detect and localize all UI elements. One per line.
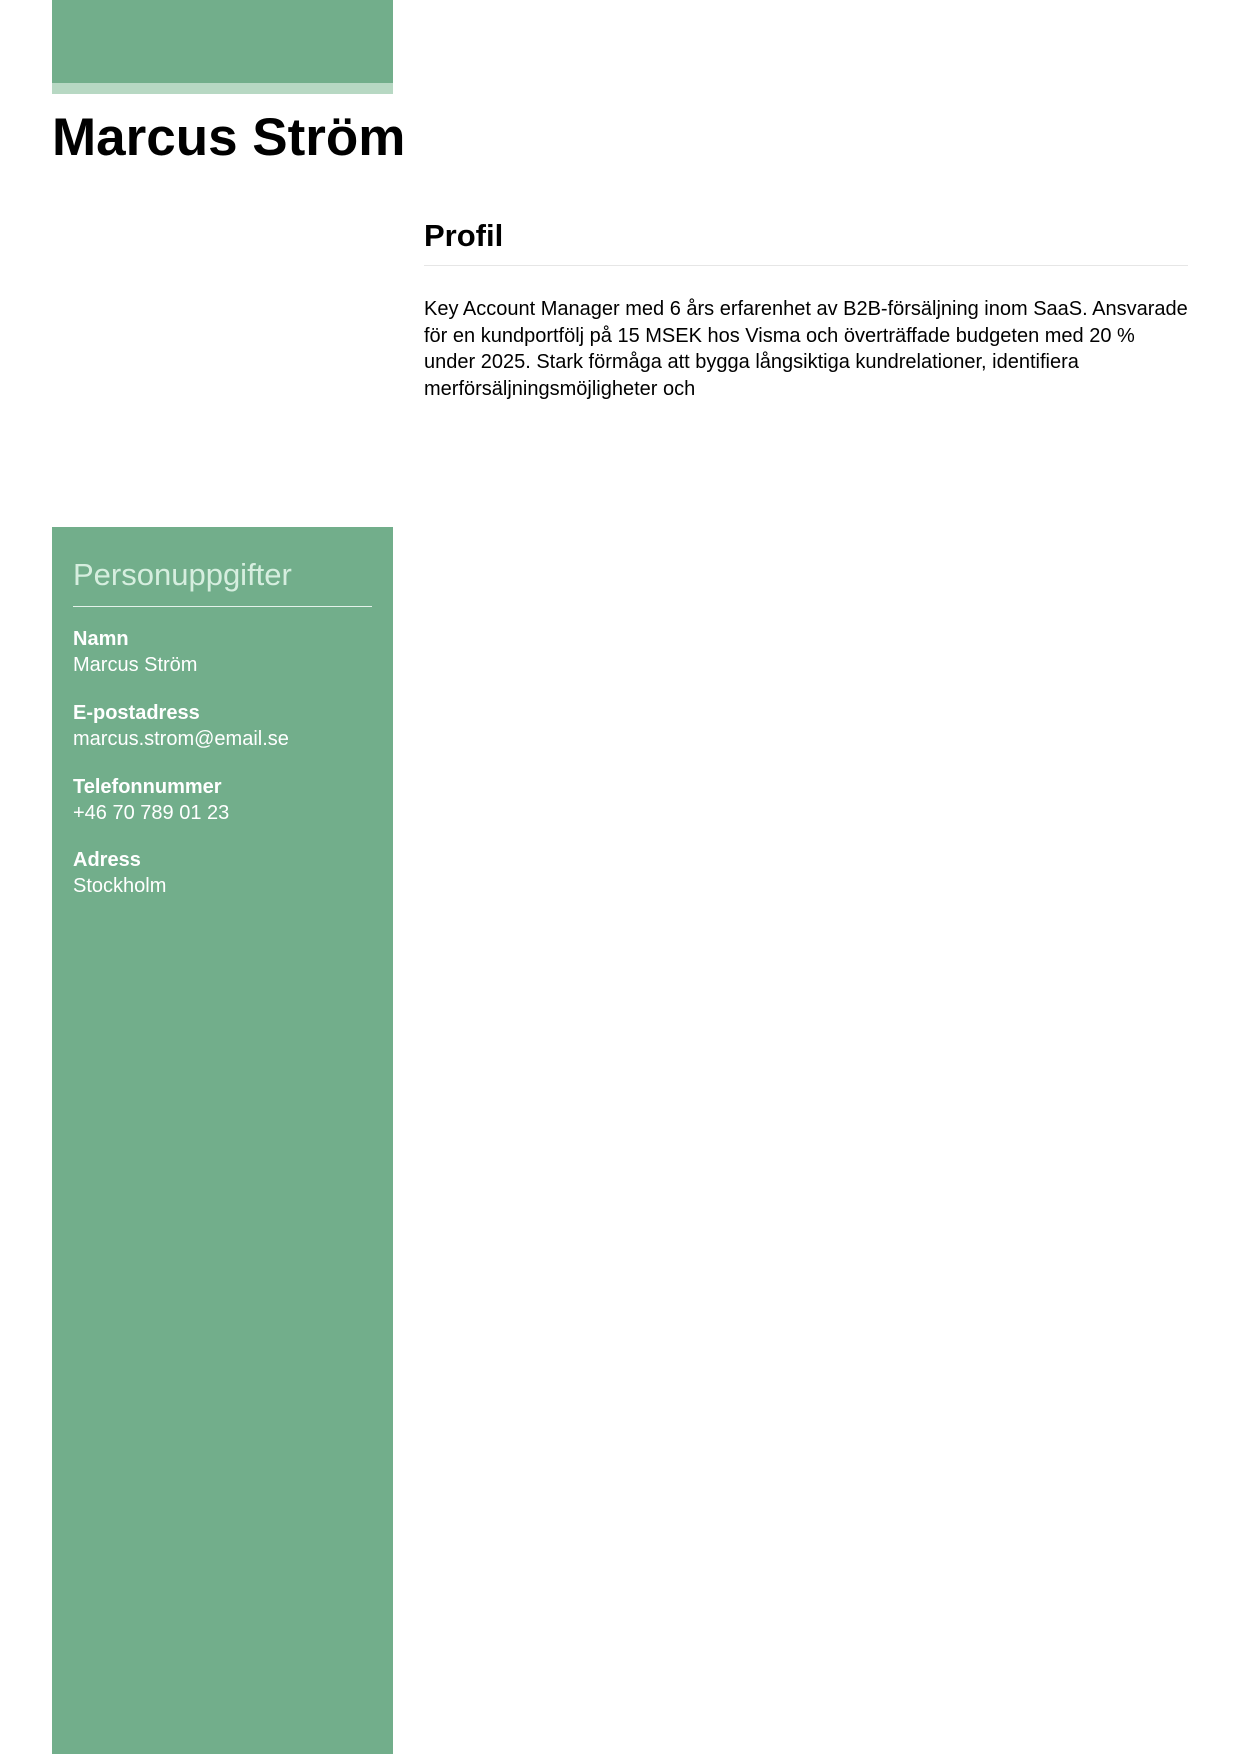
profile-divider [424,265,1188,266]
field-phone [73,774,373,826]
field-phone-label: Telefonnummer [73,776,222,798]
personal-details-divider [73,606,372,607]
profile-heading: Profil [424,218,504,253]
personal-details-heading: Personuppgifter [73,557,292,592]
field-name-value: Marcus Ström [73,654,198,676]
candidate-name: Marcus Ström [52,108,406,167]
field-address-label: Adress [73,849,141,871]
field-name [73,626,373,678]
personal-details-sidebar [52,527,393,1754]
header-color-band [52,0,393,83]
field-email [73,700,373,752]
field-name-label: Namn [73,628,129,650]
field-email-value: marcus.strom@email.se [73,728,289,750]
field-phone-value: +46 70 789 01 23 [73,802,230,824]
field-address-value: Stockholm [73,875,167,897]
header-accent-strip [52,83,393,94]
field-email-label: E-postadress [73,702,200,724]
profile-summary: Key Account Manager med 6 års erfarenhet av B2B-försäljning inom SaaS. Ansvarade för en kundportfölj på 15 MSEK hos Visma och överträffade budgeten med 20 % under 2025. Stark förmåga att bygga långsiktiga kundrelationer, identifiera merförsäljningsmöjligheter och [424,298,1188,400]
field-address [73,847,373,899]
